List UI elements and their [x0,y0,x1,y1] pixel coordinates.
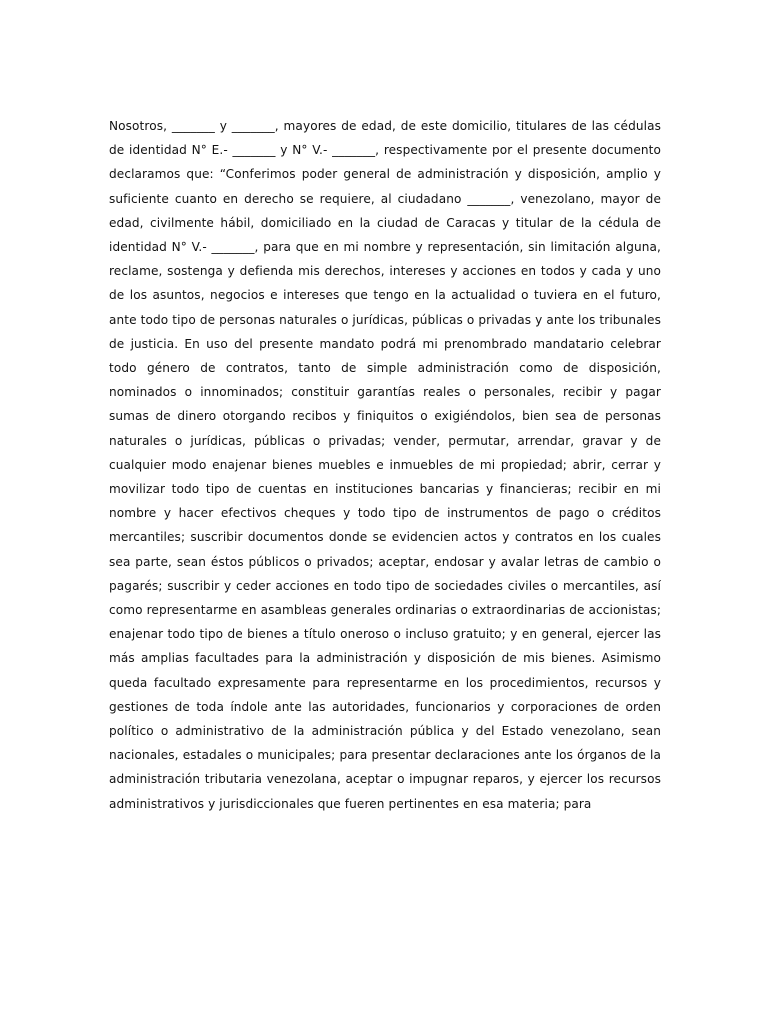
document-body-paragraph: Nosotros, _______ y _______, mayores de edad, de este domicilio, titulares de las cédulas de identidad N° E.- _______ y N° V.- _______, respectivamente por el presente documento declaramos que: “Conferimos poder general de administración y disposición, amplio y suficiente cuanto en derecho se requiere, al ciudadano _______, venezolano, mayor de edad, civilmente hábil, domiciliado en la ciudad de Caracas y titular de la cédula de identidad N° V.- _______, para que en mi nombre y representación, sin limitación alguna, reclame, sostenga y defienda mis derechos, intereses y acciones en todos y cada y uno de los asuntos, negocios e intereses que tengo en la actualidad o tuviera en el futuro, ante todo tipo de personas naturales o jurídicas, públicas o privadas y ante los tribunales de justicia. En uso del presente mandato podrá mi prenombrado mandatario celebrar todo género de contratos, tanto de simple administración como de disposición, nominados o innominados; constituir garantías reales o personales, recibir y pagar sumas de dinero otorgando recibos y finiquitos o exigiéndolos, bien sea de personas naturales o jurídicas, públicas o privadas; vender, permutar, arrendar, gravar y de cualquier modo enajenar bienes muebles e inmuebles de mi propiedad; abrir, cerrar y movilizar todo tipo de cuentas en instituciones bancarias y financieras; recibir en mi nombre y hacer efectivos cheques y todo tipo de instrumentos de pago o créditos mercantiles; suscribir documentos donde se evidencien actos y contratos en los cuales sea parte, sean éstos públicos o privados; aceptar, endosar y avalar letras de cambio o pagarés; suscribir y ceder acciones en todo tipo de sociedades civiles o mercantiles, así como representarme en asambleas generales ordinarias o extraordinarias de accionistas; enajenar todo tipo de bienes a título oneroso o incluso gratuito; y en general, ejercer las más amplias facultades para la administración y disposición de mis bienes. Asimismo queda facultado expresamente para representarme en los procedimientos, recursos y gestiones de toda índole ante las autoridades, funcionarios y corporaciones de orden político o administrativo de la administración pública y del Estado venezolano, sean nacionales, estadales o municipales; para presentar declaraciones ante los órganos de la administración tributaria venezolana, aceptar o impugnar reparos, y ejercer los recursos administrativos y jurisdiccionales que fueren pertinentes en esa materia; para [109,119,661,811]
